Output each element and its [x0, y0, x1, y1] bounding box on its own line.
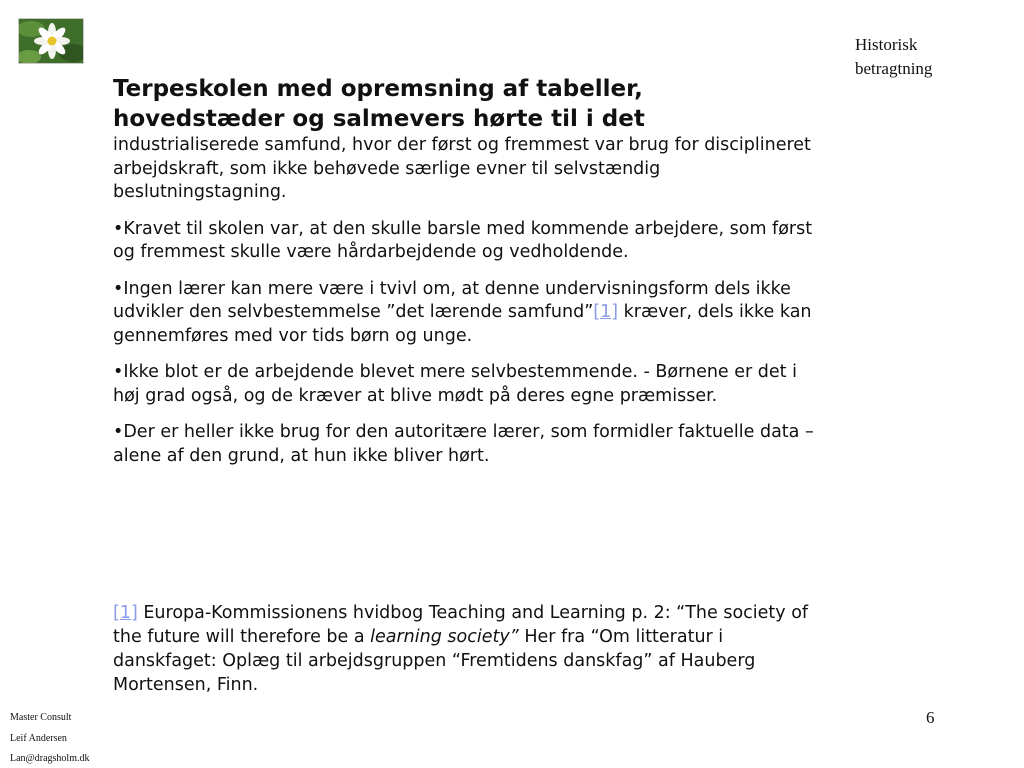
footnote-text-after: Her fra “Om litteratur i danskfaget: Oplæg til arbejdsgruppen “Fremtidens danskfag” af Hauberg Mortensen, Finn. [113, 627, 756, 695]
footnote-reference-link[interactable]: [1] [593, 302, 619, 322]
footer-email: Lan@dragsholm.dk [10, 753, 90, 764]
page-number: 6 [926, 708, 935, 727]
slide-title-line1: Terpeskolen med opremsning af tabeller, [113, 76, 643, 102]
section-label-line1: Historisk [855, 35, 918, 54]
section-label-line2: betragtning [855, 59, 933, 78]
footnote-text-before: Europa-Kommissionens hvidbog Teaching and Learning p. 2: “The society of the future will therefore be a [113, 603, 809, 647]
footnote-text-italic: learning society” [370, 627, 519, 647]
water-lily-icon [19, 19, 83, 63]
logo-image [18, 18, 84, 64]
bullet-3: •Ikke blot er de arbejdende blevet mere selvbestemmende. - Børnene er det i høj grad også, og de kræver at blive mødt på deres egne præmisser. [113, 362, 797, 406]
footer-author: Leif Andersen [10, 732, 67, 744]
bullet-2-text-before: •Ingen lærer kan mere være i tvivl om, at denne undervisningsform dels ikke udvikler den selvbestemmelse ”det lærende samfund” [113, 278, 791, 322]
bullet-2 [113, 278, 828, 349]
slide-title-line2: hovedstæder og salmevers hørte til i det [113, 106, 645, 132]
bullet-4: •Der er heller ikke brug for den autoritære lærer, som formidler faktuelle data – alene af den grund, at hun ikke bliver hørt. [113, 422, 814, 466]
slide-content [113, 74, 828, 468]
footnote-anchor-link[interactable]: [1] [113, 603, 138, 623]
section-label [855, 33, 1015, 81]
footer-info [10, 708, 89, 768]
bullet-2-text-after: kræver, dels ikke kan gennemføres med vor tids børn og unge. [113, 302, 812, 346]
footnote [113, 601, 828, 697]
bullet-1: •Kravet til skolen var, at den skulle barsle med kommende arbejdere, som først og fremmest skulle være hårdarbejdende og vedholdende. [113, 218, 813, 262]
slide-title [113, 74, 828, 134]
footer-company: Master Consult [10, 712, 72, 723]
intro-paragraph: industrialiserede samfund, hvor der først og fremmest var brug for disciplineret arbejdskraft, som ikke behøvede særlige evner til selvstændig beslutningstagning. [113, 135, 811, 202]
